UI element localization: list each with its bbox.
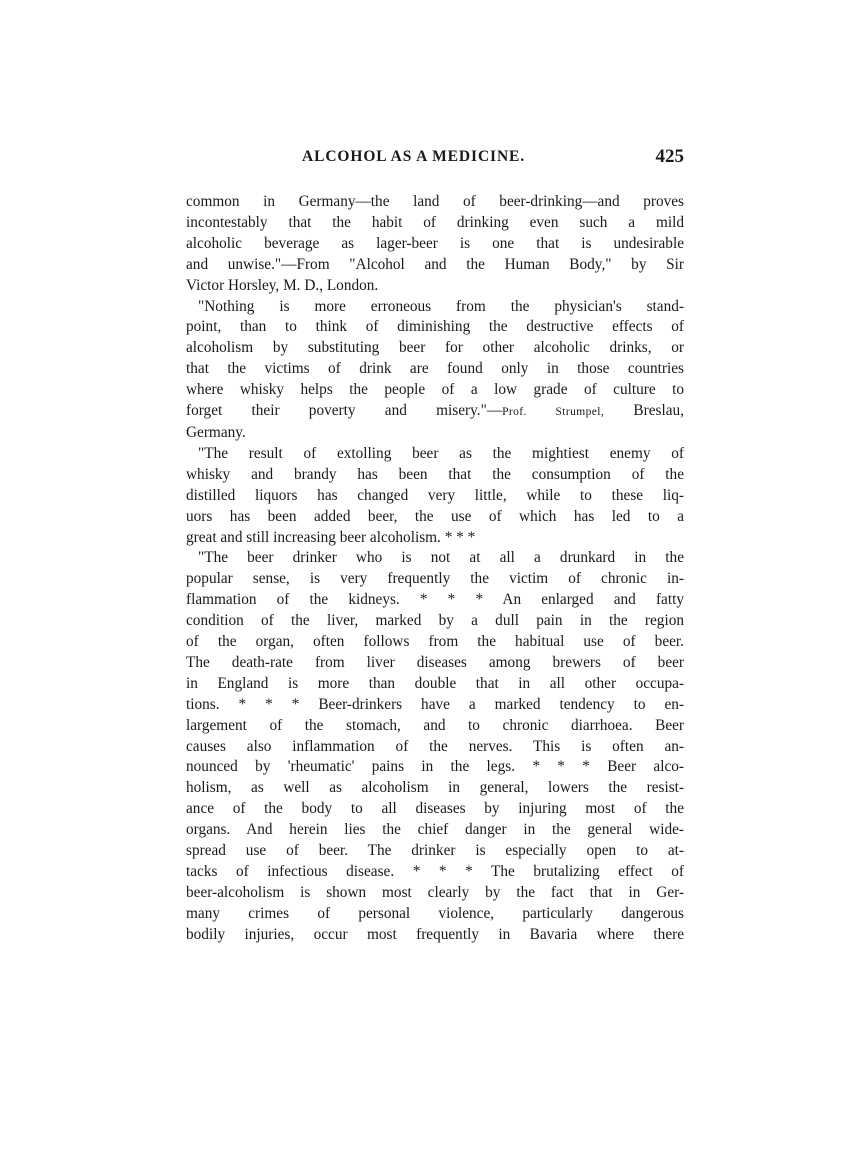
- text-line: and unwise."—From "Alcohol and the Human Body," by Sir: [186, 255, 684, 273]
- text-line: distilled liquors has changed very little, while to these liq-: [186, 486, 684, 504]
- text-line: alcoholic beverage as lager-beer is one that is undesirable: [186, 234, 684, 252]
- text-line: "Nothing is more erroneous from the physician's stand-: [198, 297, 684, 315]
- text-line: point, than to think of diminishing the destructive effects of: [186, 318, 684, 336]
- body-text: [186, 192, 684, 946]
- text-line: in England is more than double that in all other occupa-: [186, 674, 684, 692]
- text-line: common in Germany—the land of beer-drinking—and proves: [186, 193, 684, 210]
- text-line: spread use of beer. The drinker is especially open to at-: [186, 842, 684, 860]
- text-line: ance of the body to all diseases by injuring most of the: [186, 800, 684, 818]
- attribution-name: Prof. Strumpel,: [502, 406, 605, 419]
- text-line: "The result of extolling beer as the mightiest enemy of: [198, 444, 684, 462]
- paragraph-1: [186, 192, 684, 297]
- text-line: uors has been added beer, the use of which has led to a: [186, 507, 684, 525]
- text-line: Victor Horsley, M. D., London.: [186, 276, 379, 294]
- attribution-place: Breslau,: [633, 402, 684, 420]
- text-line: nounced by 'rheumatic' pains in the legs. * * * Beer alco-: [186, 758, 684, 776]
- book-page: [186, 146, 684, 946]
- text-line: tions. * * * Beer-drinkers have a marked tendency to en-: [186, 695, 684, 713]
- text-line: holism, as well as alcoholism in general, lowers the resist-: [186, 779, 684, 797]
- text-line: alcoholism by substituting beer for other alcoholic drinks, or: [186, 339, 684, 357]
- text-line: that the victims of drink are found only in those countries: [186, 360, 684, 378]
- text-line: Germany.: [186, 423, 246, 441]
- text-line: incontestably that the habit of drinking even such a mild: [186, 213, 684, 231]
- text-line: of the organ, often follows from the habitual use of beer.: [186, 633, 684, 651]
- paragraph-3: [186, 444, 684, 549]
- page-number: 425: [655, 146, 684, 167]
- text-line: where whisky helps the people of a low grade of culture to: [186, 381, 684, 399]
- text-line: organs. And herein lies the chief danger in the general wide-: [186, 821, 684, 839]
- text-line: whisky and brandy has been that the consumption of the: [186, 465, 684, 483]
- text-line: beer-alcoholism is shown most clearly by the fact that in Ger-: [186, 883, 684, 901]
- text-line: condition of the liver, marked by a dull pain in the region: [186, 612, 684, 630]
- text-line: many crimes of personal violence, particularly dangerous: [186, 904, 684, 922]
- text-fragment: forget their poverty and misery."—: [186, 402, 503, 420]
- text-line: popular sense, is very frequently the victim of chronic in-: [186, 570, 684, 588]
- running-head: [186, 146, 684, 172]
- text-line: flammation of the kidneys. * * * An enlarged and fatty: [186, 591, 684, 609]
- text-line-with-attribution: [186, 401, 684, 423]
- text-line: bodily injuries, occur most frequently in Bavaria where there: [186, 925, 684, 943]
- text-line: causes also inflammation of the nerves. This is often an-: [186, 737, 684, 755]
- paragraph-2: [186, 297, 684, 444]
- text-line: The death-rate from liver diseases among brewers of beer: [186, 653, 684, 671]
- text-line: "The beer drinker who is not at all a drunkard in the: [198, 549, 684, 567]
- text-line: tacks of infectious disease. * * * The brutalizing effect of: [186, 863, 684, 880]
- paragraph-4: [186, 548, 684, 945]
- running-title: ALCOHOL AS A MEDICINE.: [302, 148, 526, 165]
- text-line: great and still increasing beer alcoholism. * * *: [186, 528, 476, 546]
- text-line: largement of the stomach, and to chronic diarrhoea. Beer: [186, 716, 684, 734]
